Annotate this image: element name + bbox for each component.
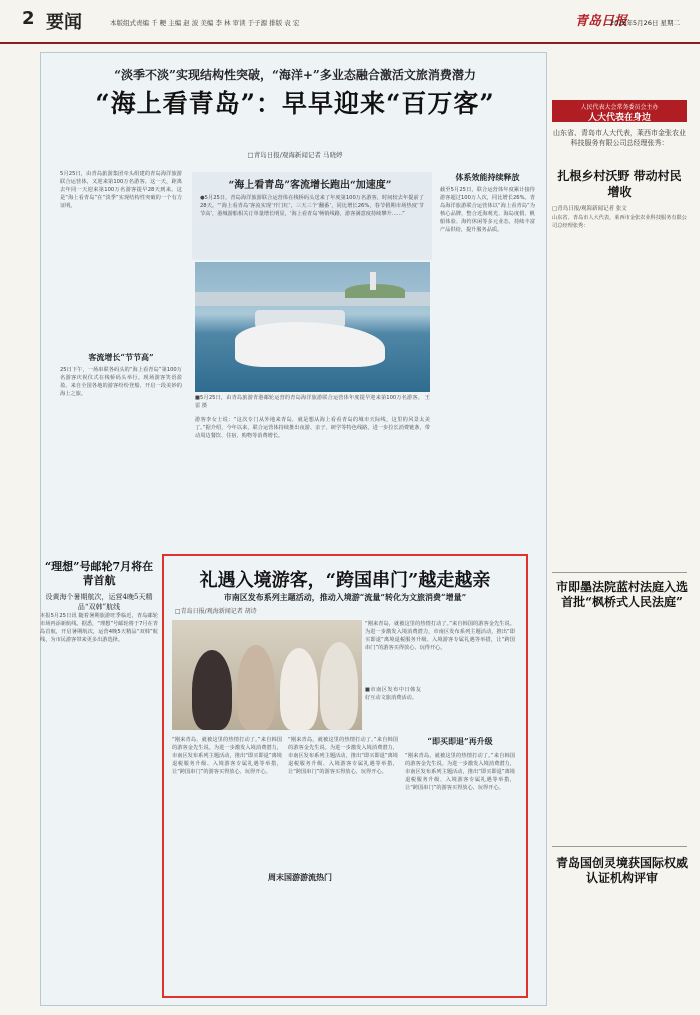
main-story-column-1: 5月25日，由青岛旅游集团牵头组建的青岛海洋旅游联合运营体，又迎来第100万名游客。这一天，距离去年同一天迎来第100万名游客提早28天到来。这是“海上看青岛”在“淡季”实现结构性突破的一个有力证明。: [60, 171, 182, 209]
newspaper-logo: 青岛日报: [575, 14, 628, 29]
ferry-photo-caption: ■5月25日，由青岛旅游青港邮轮运营的青岛海洋旅游联合运营体年度提早迎来第100万名游客。 王 雷 摄: [195, 395, 430, 409]
main-story-headline: “海上看青岛”：早早迎来“百万客”: [95, 89, 495, 118]
main-story-column-3: 截至5月25日，联合运营体年度累计接待游客超过100万人次，同比增长26%。青岛海洋旅游联合运营体以“海上看青岛”为核心品牌，整合近海观光、海岛度假、帆船体验、海钓休闲等多元业态，持续丰富产品供给，提升服务品质。: [440, 187, 535, 233]
tourists-photo: [172, 620, 362, 730]
page-number: 2: [22, 8, 35, 29]
main-story-byline: □青岛日报/观海新闻记者 马晓婷: [247, 151, 343, 159]
sidebar-story-title: 扎根乡村沃野 带动村民增收: [557, 169, 682, 199]
sidebar-story-byline: □青岛日报/观海新闻记者 张文: [552, 206, 627, 212]
tourist-figure: [320, 642, 358, 730]
lead-box-title: “海上看青岛”客流增长跑出“加速度”: [228, 180, 392, 191]
sidebar-banner-title: 人大代表在身边: [587, 113, 651, 123]
main-story-subhead-2: 体系效能持续释放: [455, 172, 520, 182]
main-story-column-1b: 25日下午，一场串联各码头的“海上看青岛”第100万名游客庆祝仪式在栈桥码头举行。现场游客笑语盈盈，来自全国各地的游客纷纷登船，开启一段美妙的海上之旅。: [60, 367, 182, 397]
left-news-body: 本报5月25日讯 随着暑期旅游旺季临近，青岛邮轮市场再添新航线。据悉，“理想”号邮轮将于7月在青岛首航，开启暑期航次，运营4晚5天精品“双韩”航线，为市民游客带来更多出游选择。: [40, 613, 158, 643]
highlighted-story-column-1: “刚来青岛，就被这里的热情打动了。”来自韩国的游客金先生说。为进一步激发入境消费潜力，市南区发布系列主题活动，推出“即买即退”离境退税服务升级、入境游客专属礼遇等举措，让“跨国串门”的游客买得放心、玩得开心。: [172, 737, 282, 775]
highlighted-story-subtitle: 市南区发布系列主题活动，推动入境游“流量”转化为文旅消费“增量”: [223, 592, 467, 602]
highlighted-story-subhead: “即买即退”再升级: [427, 736, 493, 746]
section-title: 要闻: [46, 12, 82, 33]
sidebar-banner-small: 人民代表大会常务委员会主办: [580, 104, 659, 111]
main-story-subhead-1: 客流增长“节节高”: [88, 352, 154, 362]
left-news-subtitle: 设黄海个暑期航次，运营4晚5天精品“双韩”航线: [45, 593, 153, 611]
tourist-figure: [280, 648, 318, 730]
sidebar-story3-title: 青岛国创灵境获国际权威认证机构评审: [555, 856, 688, 885]
highlighted-story-subhead-2: 周末国游游流热门: [268, 872, 332, 882]
tourist-figure: [237, 645, 275, 730]
lighthouse-shape: [370, 272, 376, 290]
ferry-hull-shape: [235, 322, 385, 367]
divider: [552, 572, 687, 573]
highlighted-story-column-2: “刚来青岛，就被这里的热情打动了。”来自韩国的游客金先生说。为进一步激发入境消费潜力，市南区发布系列主题活动，推出“即买即退”离境退税服务升级、入境游客专属礼遇等举措，让“跨国串门”的游客买得放心、玩得开心。: [288, 737, 398, 775]
highlighted-story-column-right: “刚来青岛，就被这里的热情打动了。”来自韩国的游客金先生说。为进一步激发入境消费潜力，市南区发布系列主题活动，推出“即买即退”离境退税服务升级、入境游客专属礼遇等举措，让“跨国串门”的游客买得放心、玩得开心。: [365, 621, 515, 651]
highlighted-story-title: 礼遇入境游客，“跨国串门”越走越亲: [199, 570, 491, 591]
highlighted-story-column-3: “刚来青岛，就被这里的热情打动了。”来自韩国的游客金先生说。为进一步激发入境消费潜力，市南区发布系列主题活动，推出“即买即退”离境退税服务升级、入境游客专属礼遇等举措，让“跨国串门”的游客买得放心、玩得开心。: [405, 753, 515, 791]
left-news-title: “理想”号邮轮7月将在青首航: [44, 560, 154, 587]
issue-date: 2026年5月26日 星期二: [610, 19, 681, 27]
lead-box-text: ●5月25日，青岛海洋旅游联合运营体在栈桥码头送来了年度第100万名游客，时间较去年提前了28天。“‘海上看青岛’客流实现‘开门红’，三天三个‘翻番’，同比增长26%，春节假期市场热度‘节节高’，港城游船相关订单量增长明显，‘海上看青岛’畅销线路，游客满意度持续攀升……”: [200, 195, 424, 217]
editor-credits: 本版组式责编 千 粳 主编 赵 波 美编 李 林 审读 于子源 排版 袁 宏: [110, 19, 300, 27]
main-story-kicker: “淡季不淡”实现结构性突破，“海洋+”多业态融合激活文旅消费潜力: [114, 68, 476, 82]
highlighted-story-byline: □青岛日报/观海新闻记者 胡诗: [175, 608, 257, 615]
sidebar-story-body: 山东省、青岛市人大代表，莱西市金张农业科技服务有限公司总经理张秀：: [552, 215, 687, 229]
divider: [552, 846, 687, 847]
ferry-photo: [195, 262, 430, 392]
tourists-photo-caption: ■市南区发布中日韩友好互动文旅消费活动。: [365, 687, 421, 701]
sidebar-lead: 山东省、青岛市人大代表，莱西市金张农业科技服务有限公司总经理张秀：: [553, 129, 686, 147]
sidebar-story2-title: 市即墨法院蓝村法庭入选首批“枫桥式人民法庭”: [555, 580, 688, 609]
tourist-figure: [192, 650, 232, 730]
main-story-column-2: 游客李女士说：“这次专门从外地来青岛，就是想从海上看看青岛的城市天际线，这里的风景太美了。”据介绍，今年以来，联合运营体持续推出夜游、亲子、研学等特色线路，进一步拉长消费链条，带动周边餐饮、住宿、购物等消费增长。: [195, 417, 430, 439]
